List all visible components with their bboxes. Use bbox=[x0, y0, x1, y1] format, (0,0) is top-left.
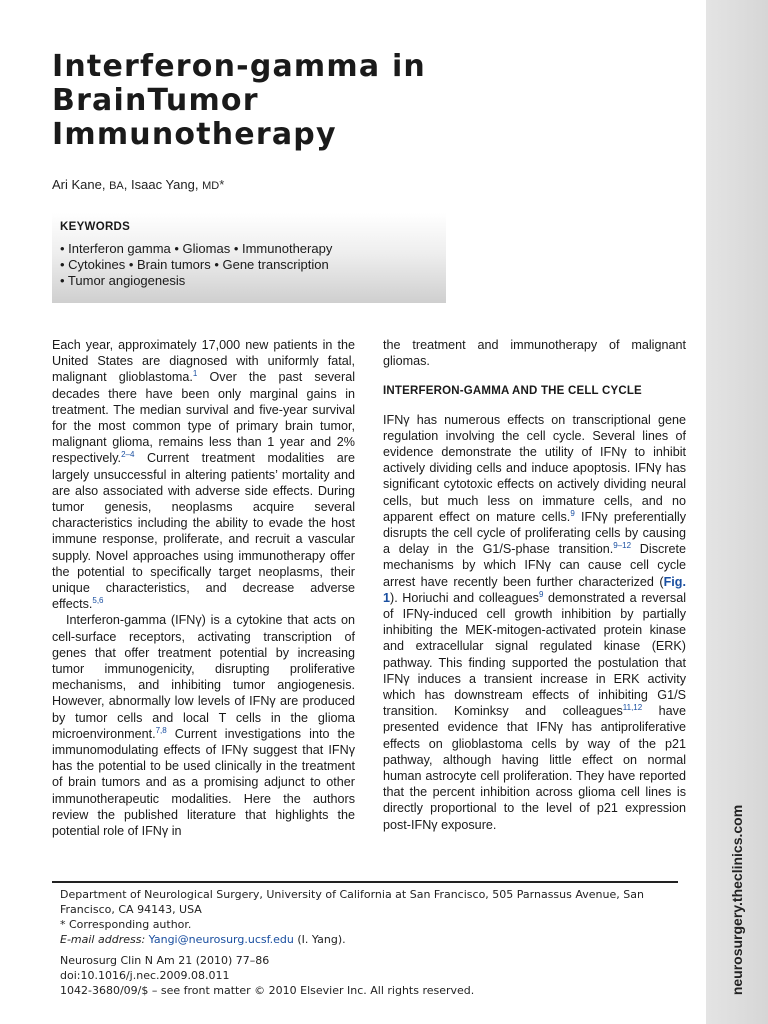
citation-ref[interactable]: 1 bbox=[192, 369, 198, 379]
citation-ref[interactable]: 2–4 bbox=[121, 450, 135, 460]
intro-paragraph-continued: the treatment and immunotherapy of malignant gliomas. bbox=[383, 338, 686, 369]
footer-citation-block bbox=[60, 953, 690, 998]
email-label: E-mail address: bbox=[60, 933, 149, 946]
intro-paragraph-2: Interferon-gamma (IFNγ) is a cytokine that acts on cell-surface receptors, activating transcription of genes that offer treatment potential by increasing tumor immunogenicity, disrupting proliferative mechanisms, and inhibiting tumor angiogenesis. However, abnormally low levels of IFNγ are produced by tumor cells and local T cells in the glioma microenvironment.$^{7,8}$ Current investigations into the immunomodulating effects of IFNγ suggest that IFNγ has the potential to be used clinically in the treatment of brain tumors and as a promising adjunct to other immunotherapeutic modalities. Here the authors review the published literature that highlights the potential role of IFNγ in bbox=[52, 613, 355, 839]
title-line-3: Immunotherapy bbox=[52, 117, 337, 152]
keywords-line-1: • Interferon gamma • Gliomas • Immunotherapy bbox=[60, 241, 333, 256]
keywords-box bbox=[52, 213, 446, 303]
title-line-2: BrainTumor bbox=[52, 83, 259, 118]
citation-ref[interactable]: 7,8 bbox=[155, 725, 167, 735]
footer-affiliation-block bbox=[60, 887, 690, 947]
copyright: 1042-3680/09/$ – see front matter © 2010 Elsevier Inc. All rights reserved. bbox=[60, 984, 475, 997]
author-2-degree: MD bbox=[202, 180, 220, 192]
email-line bbox=[60, 932, 690, 947]
figure-link[interactable]: Fig. 1 bbox=[383, 574, 686, 605]
citation-ref[interactable]: 9 bbox=[570, 508, 575, 518]
journal-citation: Neurosurg Clin N Am 21 (2010) 77–86 bbox=[60, 954, 270, 967]
doi: doi:10.1016/j.nec.2009.08.011 bbox=[60, 969, 230, 982]
journal-url: neurosurgery.theclinics.com bbox=[729, 804, 745, 996]
cell-cycle-paragraph: IFNγ has numerous effects on transcriptional gene regulation involving the cell cycle. Several lines of evidence demonstrate the utility of IFNγ to inhibit actively dividing cells and induce apoptosis. IFNγ has significant cytotoxic effects on actively dividing neural cells, but much less on immature cells, and no apparent effect on mature cells.$^9$ IFNγ preferentially disrupts the cell cycle of proliferating cells by causing a delay in the G1/S-phase transition.$^{9-12}$ Discrete mechanisms by which IFNγ can cause cell cycle arrest have recently been further characterized (Fig. 1). Horiuchi and colleagues$^9$ demonstrated a reversal of IFNγ-induced cell growth inhibition by partially inhibiting the MEK-mitogen-activated protein kinase and extracellular signal regulated kinase (ERK) pathway. This finding supported the postulation that IFNγ induces a transient increase in ERK activity which has downstream effects of inhibiting G1/S transition. Kominksy and colleagues$^{11,12}$ have presented evidence that IFNγ has antiproliferative effects on glioblastoma cells by way of the p21 pathway, although having little effect on normal human astrocyte cell proliferation. They have reported that the percent inhibition across glioma cell lines is directly proportional to the level of p21 expression post-IFNγ exposure. bbox=[383, 412, 687, 832]
corresponding-note: * Corresponding author. bbox=[60, 918, 192, 931]
author-list bbox=[52, 177, 224, 192]
citation-ref[interactable]: 9–12 bbox=[613, 541, 632, 551]
keywords-line-2: • Cytokines • Brain tumors • Gene transcription bbox=[60, 257, 329, 272]
corresponding-star: * bbox=[219, 177, 225, 192]
email-suffix: (I. Yang). bbox=[293, 933, 346, 946]
author-1: Ari Kane, bbox=[52, 177, 110, 192]
author-1-degree: BA bbox=[109, 180, 124, 192]
email-link[interactable]: Yangi@neurosurg.ucsf.edu bbox=[148, 933, 294, 946]
left-column bbox=[52, 337, 355, 839]
intro-paragraph-1: Each year, approximately 17,000 new patients in the United States are diagnosed with uniformly fatal, malignant glioblastoma.$^1$ Over the past several decades there have been only marginal gains in treatment. The median survival and five-year survival for the most common type of primary brain tumor, malignant glioma, remains less than 1 year and 2% respectively.$^{2-4}$ Current treatment modalities are largely unsuccessful in altering patients’ mortality and are also associated with adverse side effects. During tumor genesis, neoplasms acquire several characteristics including the ability to evade the host immune response, proliferate, and recruit a vascular supply. Novel approaches using immunotherapy offer the potential to specifically target neoplasms, their unique characteristics, and decrease adverse effects.$^{5,6}$ bbox=[52, 338, 355, 612]
citation-ref[interactable]: 5,6 bbox=[92, 596, 104, 606]
author-2: Isaac Yang, bbox=[131, 177, 203, 192]
keywords-heading: KEYWORDS bbox=[60, 221, 131, 233]
article-title bbox=[52, 50, 472, 152]
author-separator: , bbox=[123, 177, 132, 192]
title-line-1: Interferon-gamma in bbox=[52, 49, 426, 84]
affiliation: Department of Neurological Surgery, University of California at San Francisco, 505 Parnassus Avenue, San Francisco, CA 94143, USA bbox=[60, 888, 644, 916]
section-heading: INTERFERON-GAMMA AND THE CELL CYCLE bbox=[383, 385, 642, 398]
right-column bbox=[383, 337, 686, 833]
citation-ref[interactable]: 9 bbox=[538, 589, 544, 599]
citation-ref[interactable]: 11,12 bbox=[622, 703, 643, 713]
keywords-line-3: • Tumor angiogenesis bbox=[60, 273, 186, 288]
footer-divider bbox=[52, 881, 678, 883]
